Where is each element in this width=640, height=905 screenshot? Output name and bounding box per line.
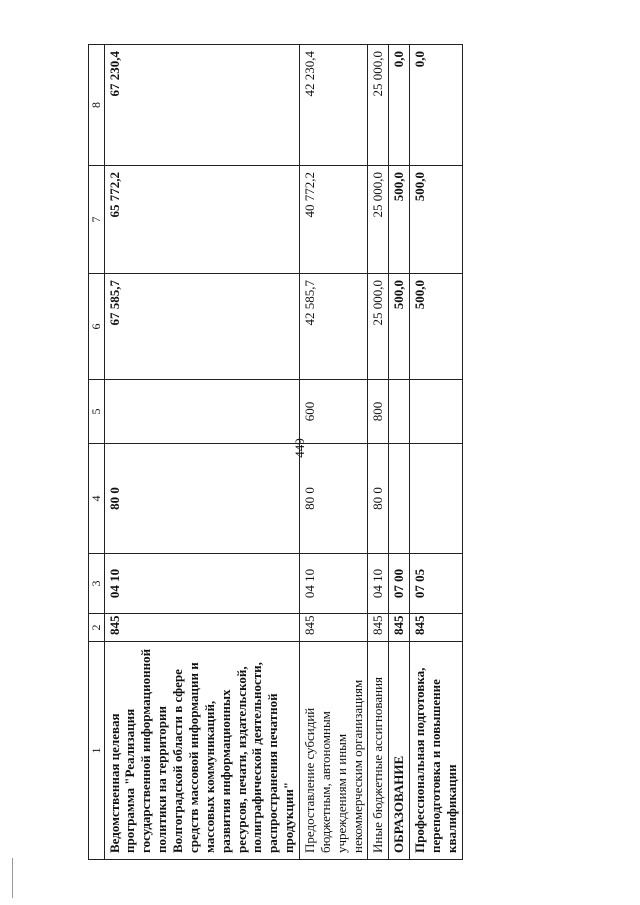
row-name: Предоставление субсидий бюджетным, автономным учреждениям и иным некоммерческим организациям bbox=[299, 642, 367, 860]
row-value-8: 0,0 bbox=[410, 45, 463, 166]
row-target bbox=[410, 444, 463, 554]
column-number-3: 3 bbox=[89, 554, 105, 614]
row-code: 845 bbox=[410, 614, 463, 642]
table-row bbox=[410, 45, 463, 860]
rotated-table-wrapper bbox=[88, 45, 633, 860]
row-code: 845 bbox=[299, 614, 367, 642]
row-code: 845 bbox=[389, 614, 410, 642]
table-area bbox=[88, 45, 640, 853]
row-name: ОБРАЗОВАНИЕ bbox=[389, 642, 410, 860]
row-section bbox=[389, 554, 410, 614]
row-value-7: 65 772,2 bbox=[104, 166, 299, 274]
row-value-6: 67 585,7 bbox=[104, 274, 299, 380]
row-type bbox=[389, 380, 410, 444]
column-number-2: 2 bbox=[89, 614, 105, 642]
row-section-value: 07 00 bbox=[391, 568, 407, 599]
column-number-8: 8 bbox=[89, 45, 105, 166]
row-value-8: 0,0 bbox=[389, 45, 410, 166]
row-section-value: 07 05 bbox=[412, 568, 428, 599]
column-number-5: 5 bbox=[89, 380, 105, 444]
row-value-7: 500,0 bbox=[410, 166, 463, 274]
row-target bbox=[299, 444, 367, 554]
row-target-value: 80 0 bbox=[370, 487, 386, 510]
column-number-row bbox=[89, 45, 105, 860]
row-target bbox=[389, 444, 410, 554]
table-row bbox=[389, 45, 410, 860]
row-target bbox=[104, 444, 299, 554]
row-value-6: 500,0 bbox=[410, 274, 463, 380]
row-value-6: 500,0 bbox=[389, 274, 410, 380]
row-value-6: 25 000,0 bbox=[368, 274, 389, 380]
budget-table bbox=[88, 44, 463, 860]
row-type bbox=[410, 380, 463, 444]
row-value-7: 500,0 bbox=[389, 166, 410, 274]
table-row bbox=[299, 45, 367, 860]
row-name: Иные бюджетные ассигнования bbox=[368, 642, 389, 860]
table-row bbox=[368, 45, 389, 860]
row-section bbox=[104, 554, 299, 614]
row-value-8: 42 230,4 bbox=[299, 45, 367, 166]
row-value-7: 40 772,2 bbox=[299, 166, 367, 274]
row-value-7: 25 000,0 bbox=[368, 166, 389, 274]
column-number-4: 4 bbox=[89, 444, 105, 554]
row-section-value: 04 10 bbox=[370, 568, 386, 599]
row-value-6: 42 585,7 bbox=[299, 274, 367, 380]
column-number-1: 1 bbox=[89, 642, 105, 860]
row-target-value: 80 0 bbox=[301, 487, 317, 510]
page-number: 449 bbox=[292, 438, 307, 458]
row-section-value: 04 10 bbox=[301, 568, 317, 599]
row-type bbox=[104, 380, 299, 444]
column-number-6: 6 bbox=[89, 274, 105, 380]
row-type: 600 bbox=[299, 380, 367, 444]
margin-rule bbox=[12, 858, 13, 898]
row-code: 845 bbox=[104, 614, 299, 642]
row-value-8: 67 230,4 bbox=[104, 45, 299, 166]
table-row bbox=[104, 45, 299, 860]
row-section-value: 04 10 bbox=[106, 568, 122, 599]
row-section bbox=[299, 554, 367, 614]
column-number-7: 7 bbox=[89, 166, 105, 274]
row-type: 800 bbox=[368, 380, 389, 444]
row-name: Ведомственная целевая программа "Реализация государственной информационной политики на территории Волгоградской области в сфере средств массовой информации и массовых коммуникаций, развития информационных ресурсов, печати, издательской, полиграфической деятельности, распространения печатной продукции" bbox=[104, 642, 299, 860]
row-section bbox=[410, 554, 463, 614]
row-value-8: 25 000,0 bbox=[368, 45, 389, 166]
row-code: 845 bbox=[368, 614, 389, 642]
row-target-value: 80 0 bbox=[106, 487, 122, 510]
row-section bbox=[368, 554, 389, 614]
row-target bbox=[368, 444, 389, 554]
row-name: Профессиональная подготовка, переподготовка и повышение квалификации bbox=[410, 642, 463, 860]
